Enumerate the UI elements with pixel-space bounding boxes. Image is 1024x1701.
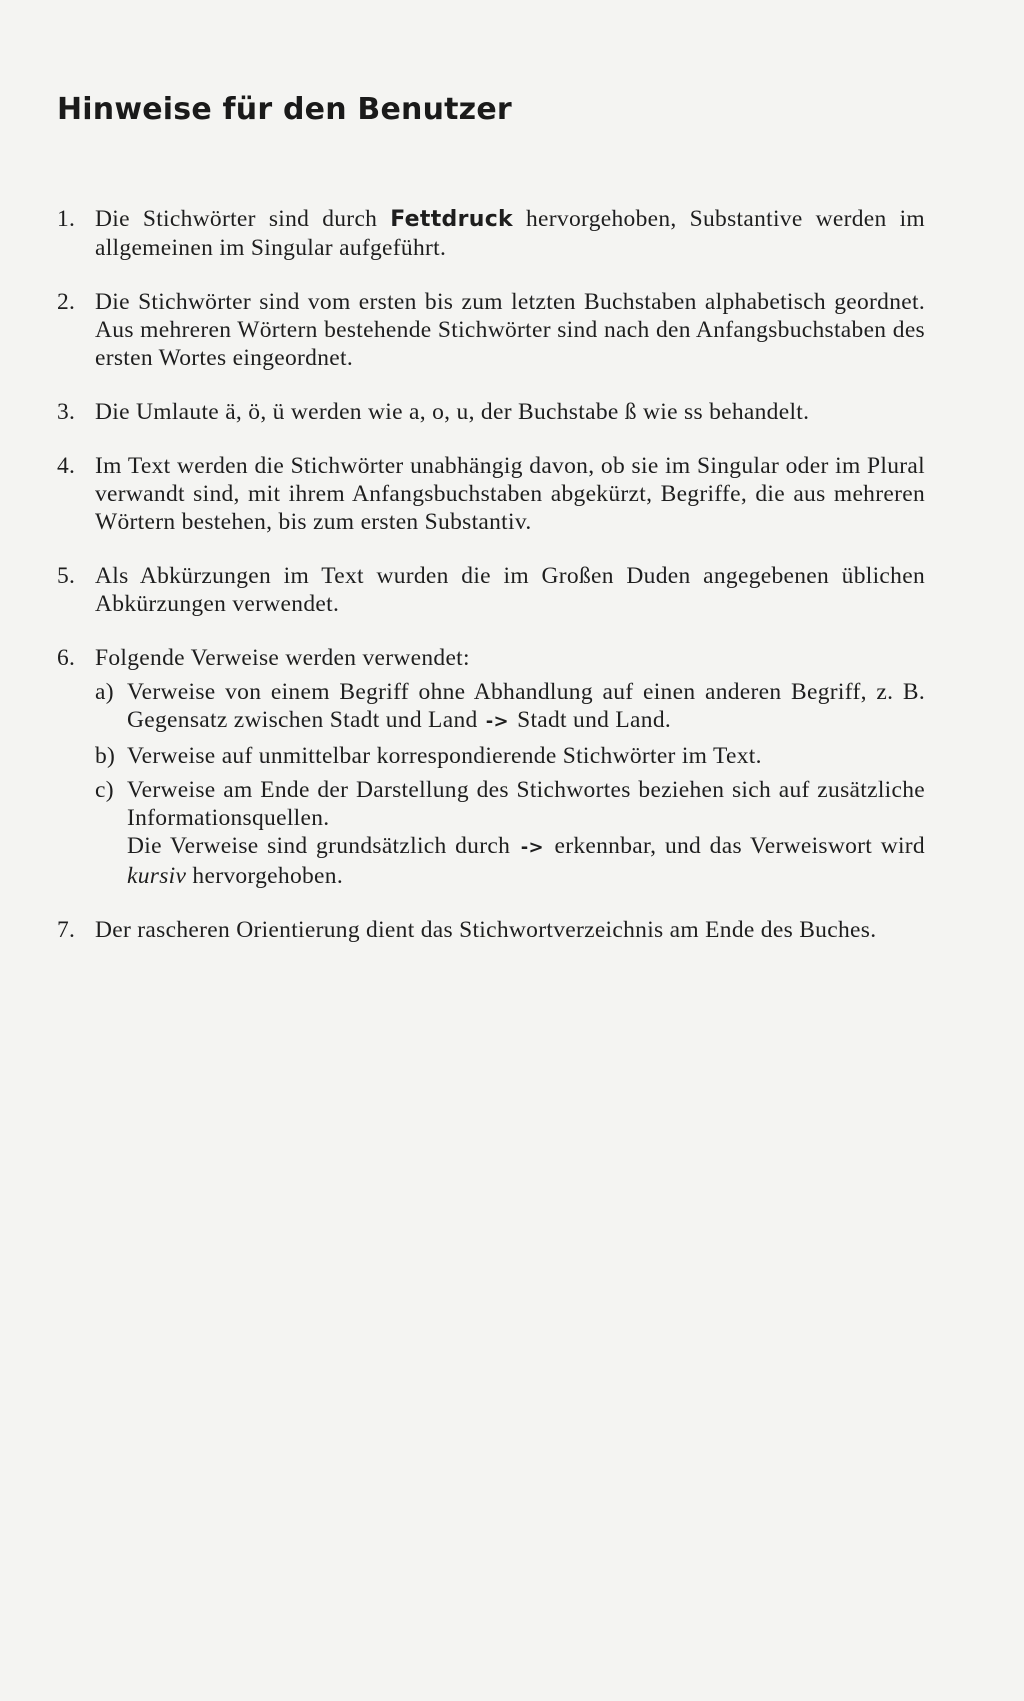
note-number: 7. [57, 917, 76, 943]
note-text [95, 205, 925, 262]
note-number: 4. [57, 453, 76, 479]
sub-text: Verweise auf unmittelbar korrespondierende Stichwörter im Text. [127, 743, 762, 769]
note-number: 5. [57, 563, 76, 589]
sub-list [95, 678, 925, 890]
note-number: 1. [57, 206, 76, 232]
sub-text-line2-after: hervorgehoben. [192, 863, 344, 889]
notes-list [57, 205, 925, 970]
sub-text [127, 678, 925, 736]
note-text: Die Umlaute ä, ö, ü werden wie a, o, u, der Buchstabe ß wie ss behandelt. [95, 399, 810, 425]
note-text-after: hervorgehoben, Substantive werden im allgemeinen im Singular aufgeführt. [95, 206, 925, 261]
sub-item-a [95, 678, 925, 736]
page-title: Hinweise für den Benutzer [57, 92, 512, 127]
note-text: Im Text werden die Stichwörter unabhängig davon, ob sie im Singular oder im Plural verwandt sind, mit ihrem Anfangsbuchstaben abgekürzt, Begriffe, die aus mehreren Wörtern bestehen, bis zum ersten Substantiv. [95, 453, 925, 535]
sub-item-b [95, 742, 925, 770]
note-text: Als Abkürzungen im Text wurden die im Großen Duden angegebenen üblichen Abkürzungen verwendet. [95, 563, 925, 617]
note-text: Die Stichwörter sind vom ersten bis zum letzten Buchstaben alphabetisch geordnet. Aus mehreren Wörtern bestehende Stichwörter sind nach den Anfangsbuchstaben des ersten Wortes eingeordnet. [95, 289, 925, 371]
sub-letter: a) [95, 679, 114, 705]
sub-text-line2-before: Die Verweise sind grundsätzlich durch [127, 833, 511, 859]
note-text: Der rascheren Orientierung dient das Stichwortverzeichnis am Ende des Buches. [95, 917, 877, 943]
note-number: 3. [57, 399, 76, 425]
sub-letter: b) [95, 743, 116, 769]
note-2 [57, 288, 925, 372]
note-text: Folgende Verweise werden verwendet: [95, 645, 470, 671]
note-text-before: Die Stichwörter sind durch [95, 206, 391, 232]
sub-text: Verweise am Ende der Darstellung des Stichwortes beziehen sich auf zusätzliche Informationsquellen. [127, 777, 925, 831]
italic-term: kursiv [127, 863, 187, 889]
note-3 [57, 398, 925, 426]
sub-letter: c) [95, 777, 114, 803]
arrow-icon: -> [520, 837, 544, 858]
sub-item-c [95, 776, 925, 890]
sub-text-continuation [127, 832, 925, 890]
note-number: 6. [57, 645, 76, 671]
sub-text-line2-mid: erkennbar, und das Verweiswort wird [554, 833, 925, 859]
note-5 [57, 562, 925, 618]
note-1 [57, 205, 925, 262]
note-6 [57, 644, 925, 890]
note-7 [57, 916, 925, 944]
sub-text-before: Verweise von einem Begriff ohne Abhandlung auf einen anderen Begriff, z. B. Gegensatz zwischen Stadt und Land [127, 679, 925, 733]
bold-term: Fettdruck [390, 207, 513, 232]
note-4 [57, 452, 925, 536]
sub-text-after: Stadt und Land. [517, 707, 672, 733]
note-number: 2. [57, 289, 76, 315]
arrow-icon: -> [485, 711, 509, 732]
